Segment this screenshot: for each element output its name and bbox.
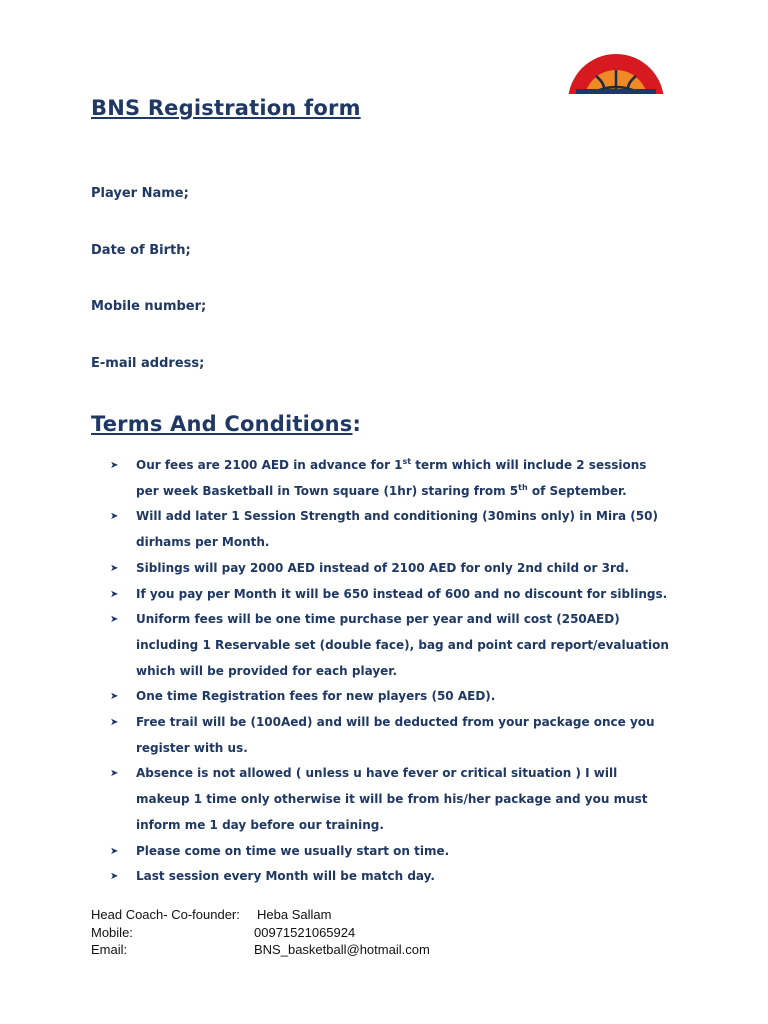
term-text: register with us. (136, 740, 248, 755)
arrowhead-bullet-icon: ➤ (110, 871, 119, 883)
arrowhead-bullet-icon: ➤ (110, 588, 119, 600)
mobile-label: Mobile: (91, 924, 133, 940)
term-superscript: th (518, 482, 528, 492)
term-text: which will be provided for each player. (136, 663, 398, 678)
arrowhead-bullet-icon: ➤ (110, 460, 119, 471)
contact-block (91, 906, 531, 959)
term-text: of September. (527, 483, 627, 498)
terms-list (110, 453, 710, 890)
term-item (110, 582, 710, 608)
term-text: per week Basketball in Town square (1hr) staring from 5 (136, 483, 519, 498)
terms-heading-text: Terms And Conditions (91, 412, 353, 436)
term-item (110, 453, 710, 504)
basketball-logo-icon (566, 54, 666, 94)
term-item (110, 684, 710, 710)
term-item (110, 839, 710, 865)
arrowhead-bullet-icon: ➤ (110, 511, 119, 523)
arrowhead-bullet-icon: ➤ (110, 845, 119, 857)
coach-name: Heba Sallam (257, 907, 332, 922)
form-title: BNS Registration form (91, 96, 361, 120)
arrowhead-bullet-icon: ➤ (110, 768, 119, 780)
term-text: Please come on time we usually start on time. (136, 843, 450, 858)
term-text: Will add later 1 Session Strength and conditioning (30mins only) in Mira (50) (136, 509, 658, 524)
term-superscript: st (402, 457, 412, 466)
mobile-value: 00971521065924 (254, 924, 356, 940)
term-item (110, 864, 710, 890)
term-text: One time Registration fees for new players (50 AED). (136, 689, 496, 704)
term-text: If you pay per Month it will be 650 instead of 600 and no discount for siblings. (136, 586, 668, 601)
email-label: Email: (91, 942, 128, 957)
term-text: Our fees are 2100 AED in advance for 1 (136, 458, 403, 472)
term-text: Free trail will be (100Aed) and will be deducted from your package once you (136, 715, 655, 730)
term-text: Uniform fees will be one time purchase per year and will cost (250AED) (136, 612, 620, 627)
mobile-number-label: Mobile number; (91, 299, 207, 314)
player-name-label: Player Name; (91, 186, 189, 201)
term-text: Siblings will pay 2000 AED instead of 2100 AED for only 2nd child or 3rd. (136, 560, 630, 575)
coach-label: Head Coach- Co-founder: (91, 907, 240, 922)
term-text: dirhams per Month. (136, 535, 270, 550)
arrowhead-bullet-icon: ➤ (110, 691, 119, 703)
arrowhead-bullet-icon: ➤ (110, 562, 119, 574)
terms-heading-colon: : (352, 412, 362, 436)
email-row (91, 941, 531, 959)
term-text: term which will include 2 sessions (411, 458, 647, 472)
term-item (110, 761, 710, 838)
date-of-birth-label: Date of Birth; (91, 243, 191, 258)
term-text: Absence is not allowed ( unless u have fever or critical situation ) I will (136, 766, 618, 781)
term-text: makeup 1 time only otherwise it will be from his/her package and you must (136, 792, 648, 807)
term-text: inform me 1 day before our training. (136, 817, 384, 832)
term-item (110, 504, 710, 555)
terms-heading (91, 412, 361, 436)
arrowhead-bullet-icon: ➤ (110, 614, 119, 626)
term-text: including 1 Reservable set (double face), bag and point card report/evaluation (136, 637, 669, 652)
email-value: BNS_basketball@hotmail.com (254, 942, 430, 957)
term-item (110, 607, 710, 684)
term-item (110, 556, 710, 582)
term-text: Last session every Month will be match day. (136, 869, 435, 884)
arrowhead-bullet-icon: ➤ (110, 717, 119, 729)
email-address-label: E-mail address; (91, 356, 205, 371)
mobile-row (91, 924, 531, 942)
coach-row (91, 906, 531, 924)
term-item (110, 710, 710, 761)
